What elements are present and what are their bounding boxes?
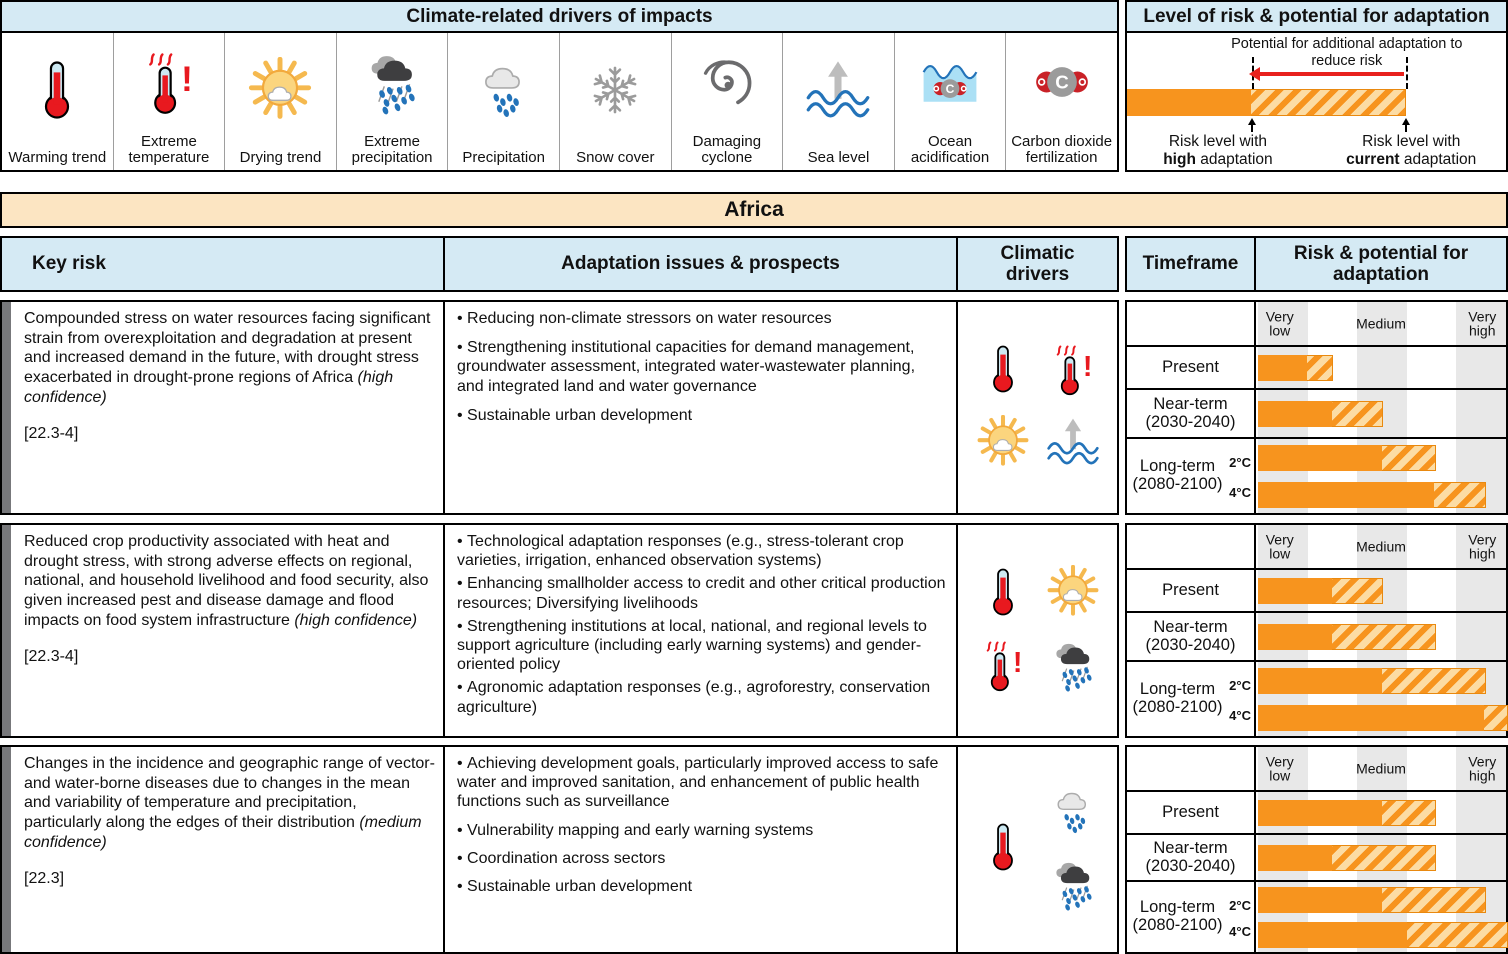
drying-trend-icon: [1046, 565, 1100, 624]
timeframe-sublabel: (2030-2040): [1145, 412, 1236, 431]
driver-legend-item: [447, 33, 559, 170]
climatic-drivers-column: [1046, 342, 1100, 474]
ocean-acidification-icon: [917, 49, 983, 120]
timeframe-label: Long-term: [1139, 457, 1216, 476]
adaptation-bullet: • Achieving development goals, particularly improved access to safe water and improved sanitation, and enhancement of public health functions such as surveillance: [457, 754, 946, 812]
risk-row-left-table: [0, 745, 1119, 954]
risk-bar: [1258, 887, 1486, 913]
sea-level-icon: [805, 57, 871, 128]
driver-legend-label: Extreme temperature: [128, 132, 210, 166]
adaptation-bullet: • Agronomic adaptation responses (e.g., agroforestry, conservation agriculture): [457, 678, 946, 716]
timeframe-present-cell: [1127, 347, 1256, 388]
driver-legend-label: Drying trend: [239, 148, 322, 166]
driver-legend-item: [2, 33, 113, 170]
near-term-chart-cell: [1256, 390, 1506, 437]
timeframe-sublabel: (2080-2100): [1132, 916, 1223, 934]
climatic-drivers-column: [1046, 784, 1100, 916]
high-adaptation-label: Risk level with high adaptation: [1163, 133, 1273, 168]
adaptation-bullet: • Technological adaptation responses (e.g., stress-tolerant crop varieties, irrigation, enhanced observation systems): [457, 532, 946, 570]
risk-row-left-table: [0, 300, 1119, 515]
scale-header-cell: [1256, 747, 1506, 790]
timeframe-label: Long-term: [1139, 898, 1216, 917]
long-term-chart-cell: [1256, 882, 1506, 952]
timeframe-long-term-cell: [1127, 882, 1256, 952]
table-header-left: [0, 236, 1119, 292]
precipitation-icon: [1046, 784, 1100, 843]
long-term-chart-cell: [1256, 662, 1506, 736]
scale-label: Very high: [1468, 752, 1497, 784]
dashed-boundary-right: [1406, 57, 1408, 89]
driver-legend-label: Snow cover: [576, 148, 655, 166]
climatic-drivers-cell: [956, 302, 1117, 513]
risk-bar-solid: [1258, 800, 1382, 826]
near-term-chart-cell: [1256, 613, 1506, 660]
scale-header-cell: [1256, 525, 1506, 568]
scale-header-row: [1127, 302, 1506, 345]
risk-bar-solid: [1258, 578, 1332, 604]
near-term-row: [1127, 611, 1506, 660]
adaptation-cell: [443, 747, 956, 952]
section-reference: [22.3-4]: [24, 425, 79, 443]
present-row: [1127, 790, 1506, 833]
present-row: [1127, 345, 1506, 388]
driver-legend-label: Extreme precipitation: [351, 132, 433, 166]
adaptation-bullet: • Vulnerability mapping and early warning systems: [457, 821, 946, 840]
up-arrow-icon: [1401, 118, 1411, 132]
scale-header-row: [1127, 525, 1506, 568]
key-risk-text: Compounded stress on water resources facing significant strain from overexploitation and degradation at present and increased demand in the future, with drought stress exacerbated in drought-prone regions of Africa (high confidence): [24, 310, 431, 406]
driver-legend-icon-wrap: [805, 36, 871, 150]
scale-label: Medium: [1356, 538, 1406, 555]
scale-header-row: [1127, 747, 1506, 790]
timeframe-near-term-cell: [1127, 390, 1256, 437]
current-adaptation-label: Risk level with current adaptation: [1346, 133, 1477, 168]
key-risk-accent-strip: [2, 747, 11, 952]
adaptation-header: Adaptation issues & prospects: [443, 238, 956, 290]
risk-legend-title: Level of risk & potential for adaptation: [1127, 2, 1506, 33]
carbon-dioxide-fertilization-icon: [1029, 49, 1095, 120]
driver-legend-label: Carbon dioxide fertilization: [1011, 132, 1113, 166]
warming-trend-icon: [976, 565, 1030, 624]
timeframe-long-term-cell: [1127, 439, 1256, 513]
svg-text:!: !: [180, 60, 193, 100]
timeframe-long-term-cell: [1127, 662, 1256, 736]
timeframe-empty-cell: [1127, 747, 1256, 790]
driver-legend-icon-wrap: [471, 36, 537, 150]
risk-legend-body: [1127, 33, 1506, 170]
table-header-row: [0, 236, 1508, 292]
timeframe-present-cell: [1127, 792, 1256, 833]
timeframe-empty-cell: [1127, 302, 1256, 345]
region-title: Africa: [724, 198, 784, 221]
legend-risk-bar-solid: [1127, 89, 1251, 116]
svg-text:C: C: [1054, 71, 1069, 93]
risk-bar: [1258, 355, 1333, 381]
key-risk-cell: [2, 747, 443, 952]
driver-legend-label: Ocean acidification: [910, 132, 990, 166]
adaptation-bullet: • Strengthening institutions at local, national, and regional levels to support agriculture (including early warning systems) and gender-oriented policy: [457, 617, 946, 675]
risk-bar: [1258, 401, 1383, 427]
risk-chart-rows: [1127, 525, 1506, 736]
risk-row-right-table: [1125, 523, 1508, 738]
scale-label: Very high: [1468, 307, 1497, 339]
adaptation-cell: [443, 302, 956, 513]
adaptation-bullet: • Enhancing smallholder access to credit and other critical production resources; Diversifying livelihoods: [457, 574, 946, 612]
key-risk-row: [0, 523, 1508, 738]
climatic-drivers-column: [1046, 565, 1100, 697]
timeframe-label: Present: [1162, 802, 1219, 821]
four-degree-label: 4°C: [1229, 484, 1251, 500]
risk-row-right-table: [1125, 745, 1508, 954]
key-risk-cell: [2, 302, 443, 513]
adaptation-bullet: • Strengthening institutional capacities for demand management, groundwater assessment, integrated water-wastewater planning, and integrated land and water governance: [457, 338, 946, 396]
driver-legend-icon-wrap: [917, 36, 983, 134]
risk-bar: [1258, 800, 1436, 826]
present-chart-cell: [1256, 347, 1506, 388]
key-risk-text: Reduced crop productivity associated with heat and drought stress, with strong adverse effects on regional, national, and household livelihood and food security, also given increased pest and disease damage and flood impacts on food system infrastructure (high confidence): [24, 533, 429, 629]
risk-rows-container: [0, 300, 1508, 954]
climatic-drivers-column: [976, 820, 1030, 879]
timeframe-sublabel: (2080-2100): [1132, 698, 1223, 716]
svg-text:!: !: [1012, 646, 1022, 679]
up-arrow-icon: [1247, 118, 1257, 132]
risk-chart-rows: [1127, 302, 1506, 513]
two-degree-label: 2°C: [1229, 678, 1251, 693]
risk-bar-solid: [1258, 445, 1382, 471]
present-row: [1127, 568, 1506, 611]
key-risk-header: Key risk: [32, 253, 106, 275]
driver-legend-label: Sea level: [807, 148, 870, 166]
climatic-drivers-cell: [956, 747, 1117, 952]
region-header: [0, 192, 1508, 228]
damaging-cyclone-icon: [694, 49, 760, 120]
key-risk-accent-strip: [2, 525, 11, 736]
risk-bar: [1258, 705, 1508, 731]
risk-bar-solid: [1258, 887, 1382, 913]
scale-label: Very low: [1265, 530, 1294, 562]
warming-trend-icon: [976, 820, 1030, 879]
risk-bar: [1258, 845, 1436, 871]
long-term-row: [1127, 880, 1506, 952]
present-chart-cell: [1256, 570, 1506, 611]
risk-row-left-table: [0, 523, 1119, 738]
warming-trend-icon: [976, 342, 1030, 401]
scale-label: Medium: [1356, 315, 1406, 332]
confidence-label: (medium confidence): [24, 814, 422, 851]
timeframe-label: Present: [1162, 357, 1219, 376]
near-term-row: [1127, 388, 1506, 437]
timeframe-sublabel: (2030-2040): [1145, 856, 1236, 875]
risk-bar: [1258, 668, 1486, 694]
risk-row-right-table: [1125, 300, 1508, 515]
risk-potential-header: Risk & potential for adaptation: [1293, 242, 1469, 285]
risk-chart-rows: [1127, 747, 1506, 952]
near-term-chart-cell: [1256, 835, 1506, 880]
legend-risk-bar: [1127, 89, 1406, 116]
extreme-precipitation-icon: [1046, 857, 1100, 916]
four-degree-label: 4°C: [1229, 707, 1251, 723]
risk-bar-solid: [1258, 668, 1382, 694]
extreme-temperature-icon: [136, 49, 202, 120]
precipitation-icon: [471, 57, 537, 128]
two-degree-label: 2°C: [1229, 455, 1251, 470]
driver-legend-item: [671, 33, 783, 170]
driver-legend-icon-wrap: [1029, 36, 1095, 134]
risk-bar: [1258, 578, 1383, 604]
driver-legend-icon-wrap: [247, 36, 313, 150]
risk-bar: [1258, 482, 1486, 508]
climatic-drivers-column: [976, 565, 1030, 697]
near-term-row: [1127, 833, 1506, 880]
present-chart-cell: [1256, 792, 1506, 833]
drivers-legend-items: [2, 33, 1117, 170]
adaptation-bullet: • Sustainable urban development: [457, 406, 946, 425]
svg-text:C: C: [945, 82, 955, 97]
timeframe-label: Long-term: [1139, 680, 1216, 699]
timeframe-near-term-cell: [1127, 835, 1256, 880]
driver-legend-item: [113, 33, 225, 170]
scale-label: Very low: [1265, 752, 1294, 784]
driver-legend-item: [224, 33, 336, 170]
key-risk-accent-strip: [2, 302, 11, 513]
climatic-drivers-column: [976, 342, 1030, 474]
driver-legend-icon-wrap: [582, 36, 648, 150]
climate-drivers-legend: [0, 0, 1119, 172]
timeframe-empty-cell: [1127, 525, 1256, 568]
extreme-precipitation-icon: [1046, 638, 1100, 697]
legend-annotation: Potential for additional adaptation to reduce risk: [1231, 36, 1463, 69]
scale-label: Very high: [1468, 530, 1497, 562]
timeframe-sublabel: (2030-2040): [1145, 635, 1236, 654]
extreme-precipitation-icon: [359, 49, 425, 120]
driver-legend-item: [1005, 33, 1117, 170]
key-risk-row: [0, 300, 1508, 515]
risk-bar: [1258, 445, 1436, 471]
driver-legend-item: [336, 33, 448, 170]
risk-bar-solid: [1258, 922, 1407, 948]
key-risk-text: Changes in the incidence and geographic range of vector- and water-borne diseases due to changes in the mean and variability of temperature and precipitation, particularly along the edges of their distribution (medium confidence): [24, 755, 435, 851]
long-term-chart-cell: [1256, 439, 1506, 513]
risk-bar: [1258, 922, 1508, 948]
section-reference: [22.3-4]: [24, 648, 79, 666]
drying-trend-icon: [247, 57, 313, 128]
timeframe-label: Near-term: [1153, 617, 1228, 636]
sea-level-icon: [1046, 415, 1100, 474]
driver-legend-item: [894, 33, 1006, 170]
scale-label: Medium: [1356, 760, 1406, 777]
timeframe-near-term-cell: [1127, 613, 1256, 660]
timeframe-label: Near-term: [1153, 838, 1228, 857]
extreme-temperature-icon: [1046, 342, 1100, 401]
scale-label: Very low: [1265, 307, 1294, 339]
four-degree-label: 4°C: [1229, 923, 1251, 939]
svg-text:!: !: [1082, 350, 1092, 383]
driver-legend-label: Warming trend: [8, 148, 107, 166]
risk-bar-solid: [1258, 401, 1332, 427]
key-risk-cell: [2, 525, 443, 736]
timeframe-present-cell: [1127, 570, 1256, 611]
adaptation-cell: [443, 525, 956, 736]
timeframe-sublabel: (2080-2100): [1132, 475, 1223, 493]
timeframe-label: Near-term: [1153, 394, 1228, 413]
snow-cover-icon: [582, 57, 648, 128]
driver-legend-icon-wrap: [24, 36, 90, 150]
driver-legend-icon-wrap: [136, 36, 202, 134]
climatic-drivers-header: Climatic drivers: [956, 238, 1117, 290]
drying-trend-icon: [976, 415, 1030, 474]
risk-bar-solid: [1258, 705, 1484, 731]
reduce-risk-arrow-icon: [1260, 72, 1403, 76]
driver-legend-label: Precipitation: [462, 148, 545, 166]
extreme-temperature-icon: [976, 638, 1030, 697]
confidence-label: (high confidence): [294, 611, 418, 629]
risk-bar-solid: [1258, 482, 1434, 508]
risk-bar: [1258, 624, 1436, 650]
climatic-drivers-cell: [956, 525, 1117, 736]
driver-legend-item: [559, 33, 671, 170]
confidence-label: (high confidence): [24, 369, 394, 406]
adaptation-bullet: • Reducing non-climate stressors on water resources: [457, 309, 946, 328]
section-reference: [22.3]: [24, 870, 65, 888]
timeframe-header: Timeframe: [1127, 238, 1256, 290]
table-header-right: [1125, 236, 1508, 292]
driver-legend-icon-wrap: [694, 36, 760, 134]
risk-adaptation-legend: [1125, 0, 1508, 172]
warming-trend-icon: [24, 57, 90, 128]
key-risk-row: [0, 745, 1508, 954]
long-term-row: [1127, 437, 1506, 513]
long-term-row: [1127, 660, 1506, 736]
scale-header-cell: [1256, 302, 1506, 345]
drivers-legend-title: Climate-related drivers of impacts: [2, 2, 1117, 33]
risk-bar-solid: [1258, 355, 1307, 381]
driver-legend-item: [782, 33, 894, 170]
driver-legend-label: Damaging cyclone: [692, 132, 762, 166]
adaptation-bullet: • Coordination across sectors: [457, 849, 946, 868]
driver-legend-icon-wrap: [359, 36, 425, 134]
adaptation-bullet: • Sustainable urban development: [457, 877, 946, 896]
top-legends: [0, 0, 1508, 172]
two-degree-label: 2°C: [1229, 898, 1251, 913]
risk-bar-solid: [1258, 624, 1332, 650]
risk-bar-solid: [1258, 845, 1332, 871]
timeframe-label: Present: [1162, 580, 1219, 599]
